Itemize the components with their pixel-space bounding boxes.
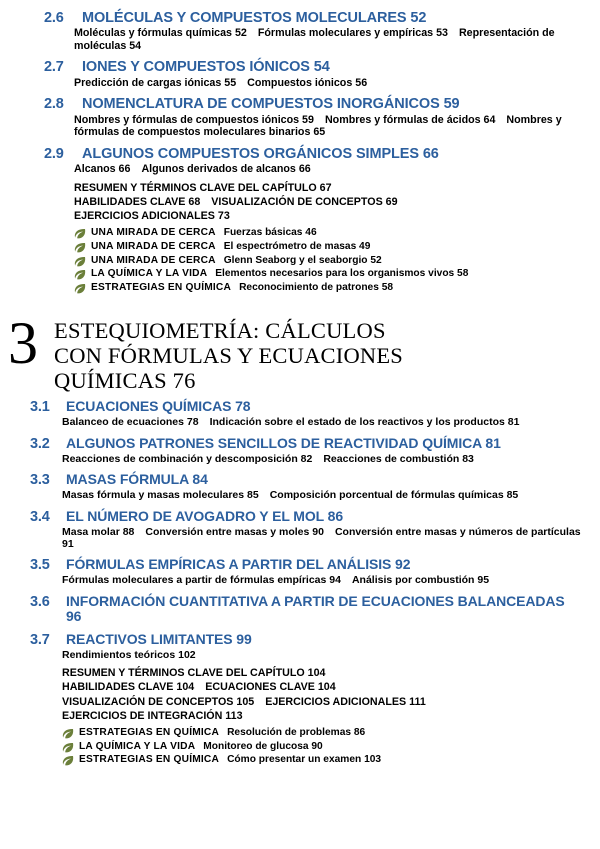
feature-row[interactable] <box>74 268 582 281</box>
section-title[interactable]: MOLÉCULAS Y COMPUESTOS MOLECULARES 52 <box>82 10 427 26</box>
section-number: 3.7 <box>30 631 50 648</box>
section-number: 2.9 <box>44 145 64 162</box>
leaf-icon <box>74 228 86 239</box>
backmatter-item[interactable]: HABILIDADES CLAVE 68 <box>74 195 201 208</box>
toc-section[interactable] <box>30 471 582 502</box>
backmatter-item[interactable]: HABILIDADES CLAVE 104 <box>62 681 195 694</box>
toc-section[interactable] <box>44 59 582 89</box>
toc-section[interactable] <box>30 556 582 587</box>
section-number: 2.8 <box>44 96 64 113</box>
subsection-item[interactable]: Nombres y fórmulas de compuestos iónicos 59 <box>74 113 314 126</box>
subsection-list <box>62 453 582 465</box>
subsection-list <box>74 27 582 52</box>
feature-label: ESTRATEGIAS EN QUÍMICA <box>79 754 220 766</box>
subsection-item[interactable]: Composición porcentual de fórmulas químicas 85 <box>269 489 519 502</box>
section-number: 3.1 <box>30 399 50 416</box>
chapter-title-line-1: ESTEQUIOMETRÍA: CÁLCULOS <box>54 317 386 343</box>
toc-section[interactable] <box>30 434 582 465</box>
subsection-list <box>62 416 582 428</box>
chapter-title-line-2: CON FÓRMULAS Y ECUACIONES <box>54 343 403 368</box>
subsection-item[interactable]: Balanceo de ecuaciones 78 <box>62 416 199 429</box>
chapter-3-heading <box>0 302 600 400</box>
subsection-list <box>62 649 582 661</box>
subsection-item[interactable]: Reacciones de combinación y descomposición 82 <box>62 452 313 465</box>
feature-text[interactable]: Monitoreo de glucosa 90 <box>203 740 323 752</box>
feature-row[interactable] <box>62 727 582 740</box>
backmatter-item[interactable]: ECUACIONES CLAVE 104 <box>205 681 336 694</box>
section-title[interactable]: INFORMACIÓN CUANTITATIVA A PARTIR DE ECUACIONES BALANCEADAS 96 <box>66 592 565 625</box>
feature-row[interactable] <box>62 754 582 767</box>
chapter-3-contents <box>0 399 600 767</box>
backmatter-item[interactable]: RESUMEN Y TÉRMINOS CLAVE DEL CAPÍTULO 67 <box>74 181 332 194</box>
subsection-item[interactable]: Algunos derivados de alcanos 66 <box>141 163 311 176</box>
feature-row[interactable] <box>62 741 582 754</box>
subsection-list <box>74 77 582 90</box>
chapter-title <box>54 314 582 394</box>
subsection-item[interactable]: Masas fórmula y masas moleculares 85 <box>62 489 259 502</box>
subsection-item[interactable]: Moléculas y fórmulas químicas 52 <box>74 27 247 40</box>
subsection-item[interactable]: Representación de moléculas 54 <box>74 27 555 52</box>
backmatter-item[interactable]: RESUMEN Y TÉRMINOS CLAVE DEL CAPÍTULO 104 <box>62 667 326 680</box>
feature-text[interactable]: Cómo presentar un examen 103 <box>227 754 382 766</box>
subsection-list <box>62 489 582 501</box>
chapter-title-line-3: QUÍMICAS 76 <box>54 368 196 394</box>
backmatter-item[interactable]: VISUALIZACIÓN DE CONCEPTOS 69 <box>211 195 398 208</box>
subsection-list <box>74 163 582 176</box>
subsection-item[interactable]: Rendimientos teóricos 102 <box>62 648 196 661</box>
section-title[interactable]: ALGUNOS PATRONES SENCILLOS DE REACTIVIDAD QUÍMICA 81 <box>66 434 501 451</box>
section-number: 3.5 <box>30 557 50 574</box>
chapter-number: 3 <box>8 309 38 376</box>
leaf-icon <box>74 269 86 280</box>
section-number: 2.6 <box>44 10 64 26</box>
section-title[interactable]: IONES Y COMPUESTOS IÓNICOS 54 <box>82 59 330 76</box>
subsection-list <box>62 526 582 551</box>
backmatter-item[interactable]: EJERCICIOS DE INTEGRACIÓN 113 <box>62 709 243 722</box>
feature-row[interactable] <box>74 227 582 240</box>
subsection-item[interactable]: Fórmulas moleculares a partir de fórmulas empíricas 94 <box>62 574 341 587</box>
feature-label: ESTRATEGIAS EN QUÍMICA <box>91 282 232 294</box>
section-number: 2.7 <box>44 59 64 76</box>
subsection-item[interactable]: Predicción de cargas iónicas 55 <box>74 76 237 89</box>
feature-row[interactable] <box>74 255 582 268</box>
toc-section[interactable] <box>30 630 582 767</box>
leaf-icon <box>62 755 74 766</box>
feature-label: UNA MIRADA DE CERCA <box>91 240 216 252</box>
feature-text[interactable]: Fuerzas básicas 46 <box>223 227 317 239</box>
feature-row[interactable] <box>74 282 582 295</box>
feature-text[interactable]: Resolución de problemas 86 <box>227 726 366 738</box>
section-title[interactable]: MASAS FÓRMULA 84 <box>66 471 208 488</box>
subsection-item[interactable]: Conversión entre masas y moles 90 <box>145 525 324 538</box>
section-title[interactable]: FÓRMULAS EMPÍRICAS A PARTIR DEL ANÁLISIS 92 <box>66 556 411 573</box>
feature-label: UNA MIRADA DE CERCA <box>91 254 216 266</box>
feature-text[interactable]: Reconocimiento de patrones 58 <box>239 282 394 294</box>
backmatter-item[interactable]: VISUALIZACIÓN DE CONCEPTOS 105 <box>62 695 255 708</box>
section-number: 3.4 <box>30 508 50 525</box>
subsection-list <box>74 114 582 139</box>
section-number: 3.6 <box>30 593 50 610</box>
feature-text[interactable]: Glenn Seaborg y el seaborgio 52 <box>223 254 382 266</box>
subsection-item[interactable]: Fórmulas moleculares y empíricas 53 <box>257 27 448 40</box>
subsection-item[interactable]: Nombres y fórmulas de compuestos moleculares binarios 65 <box>74 113 562 139</box>
section-title[interactable]: ECUACIONES QUÍMICAS 78 <box>66 398 251 415</box>
subsection-item[interactable]: Conversión entre masas y números de partículas 91 <box>62 525 581 550</box>
section-title[interactable]: NOMENCLATURA DE COMPUESTOS INORGÁNICOS 59 <box>82 96 460 113</box>
toc-section[interactable] <box>44 146 582 295</box>
subsection-item[interactable]: Nombres y fórmulas de ácidos 64 <box>324 113 496 126</box>
toc-section[interactable] <box>30 592 582 625</box>
chapter-2-features <box>74 227 582 295</box>
feature-text[interactable]: El espectrómetro de masas 49 <box>223 240 371 252</box>
subsection-item[interactable]: Análisis por combustión 95 <box>351 574 490 587</box>
leaf-icon <box>62 742 74 753</box>
toc-section[interactable] <box>44 10 582 52</box>
subsection-item[interactable]: Indicación sobre el estado de los reactivos y los productos 81 <box>209 416 520 429</box>
subsection-list <box>62 574 582 586</box>
leaf-icon <box>74 242 86 253</box>
subsection-item[interactable]: Reacciones de combustión 83 <box>323 452 474 465</box>
leaf-icon <box>74 256 86 267</box>
feature-row[interactable] <box>74 241 582 254</box>
section-title[interactable]: REACTIVOS LIMITANTES 99 <box>66 630 252 647</box>
feature-label: ESTRATEGIAS EN QUÍMICA <box>79 726 220 738</box>
leaf-icon <box>62 728 74 739</box>
section-number: 3.2 <box>30 435 50 452</box>
section-title[interactable]: ALGUNOS COMPUESTOS ORGÁNICOS SIMPLES 66 <box>82 145 439 162</box>
chapter-2-backmatter <box>74 181 582 223</box>
feature-label: LA QUÍMICA Y LA VIDA <box>91 268 208 280</box>
section-title[interactable]: EL NÚMERO DE AVOGADRO Y EL MOL 86 <box>66 507 344 524</box>
toc-section[interactable] <box>44 96 582 138</box>
chapter-3-backmatter <box>62 666 582 723</box>
section-number: 3.3 <box>30 472 50 489</box>
subsection-item[interactable]: Alcanos 66 <box>74 163 131 176</box>
backmatter-item[interactable]: EJERCICIOS ADICIONALES 111 <box>265 695 426 708</box>
feature-label: UNA MIRADA DE CERCA <box>91 227 216 239</box>
backmatter-item[interactable]: EJERCICIOS ADICIONALES 73 <box>74 209 230 222</box>
subsection-item[interactable]: Masa molar 88 <box>62 525 135 538</box>
chapter-3-features <box>62 727 582 767</box>
feature-text[interactable]: Elementos necesarios para los organismos vivos 58 <box>215 268 469 280</box>
toc-section[interactable] <box>30 398 582 429</box>
feature-label: LA QUÍMICA Y LA VIDA <box>79 740 196 752</box>
subsection-item[interactable]: Compuestos iónicos 56 <box>247 76 368 89</box>
toc-section[interactable] <box>30 507 582 551</box>
leaf-icon <box>74 283 86 294</box>
chapter-2-contents <box>0 0 600 295</box>
